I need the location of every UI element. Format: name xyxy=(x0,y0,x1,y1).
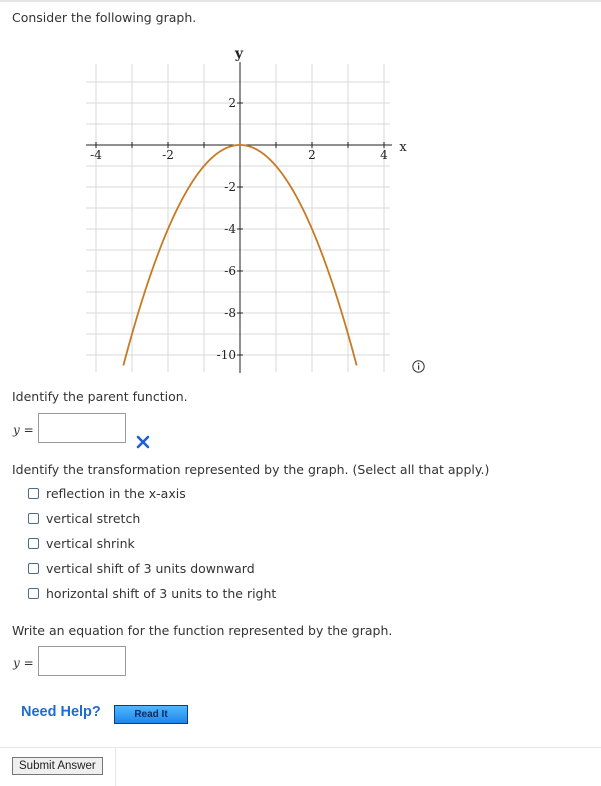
option-reflection-x-axis[interactable] xyxy=(28,485,186,501)
option-label: reflection in the x-axis xyxy=(46,485,186,501)
option-vertical-stretch[interactable] xyxy=(28,510,140,526)
y-tick-label: -4 xyxy=(224,222,236,236)
x-tick-label: -2 xyxy=(162,148,174,162)
checkbox[interactable] xyxy=(28,563,39,574)
x-axis-label: x xyxy=(399,140,407,155)
question-intro: Consider the following graph. xyxy=(12,10,197,25)
checkbox[interactable] xyxy=(28,513,39,524)
bottom-divider xyxy=(116,747,601,748)
option-label: horizontal shift of 3 units to the right xyxy=(46,585,277,601)
option-horizontal-shift-right[interactable] xyxy=(28,585,276,601)
equation-label xyxy=(13,656,34,670)
parent-function-input[interactable] xyxy=(38,413,126,443)
parent-function-label xyxy=(13,423,34,437)
checkbox[interactable] xyxy=(28,538,39,549)
equation-input[interactable] xyxy=(38,646,126,676)
option-label: vertical shift of 3 units downward xyxy=(46,560,255,576)
parent-function-label-text: y = xyxy=(13,423,34,437)
y-tick-label: -6 xyxy=(224,264,236,278)
y-tick-label: -8 xyxy=(224,306,236,320)
x-tick-label: 4 xyxy=(380,148,388,162)
y-tick-label: 2 xyxy=(228,96,236,110)
need-help-label: Need Help? xyxy=(21,704,101,720)
x-tick-label: 2 xyxy=(308,148,316,162)
transformation-prompt: Identify the transformation represented by the graph. (Select all that apply.) xyxy=(12,462,490,477)
incorrect-x-icon xyxy=(136,435,150,449)
y-axis-label: y xyxy=(234,46,244,62)
option-label: vertical stretch xyxy=(46,510,141,526)
grid xyxy=(86,64,390,372)
y-tick-label: -2 xyxy=(224,180,236,194)
info-icon[interactable] xyxy=(412,360,425,373)
parent-function-prompt: Identify the parent function. xyxy=(12,389,188,404)
top-divider xyxy=(0,0,601,2)
option-vertical-shrink[interactable] xyxy=(28,535,135,551)
option-label: vertical shrink xyxy=(46,535,135,551)
equation-prompt: Write an equation for the function represented by the graph. xyxy=(12,623,393,638)
x-tick-label: -4 xyxy=(90,148,102,162)
option-vertical-shift-down[interactable] xyxy=(28,560,255,576)
parabola-graph xyxy=(82,40,412,375)
y-tick-label: -10 xyxy=(216,348,236,362)
equation-label-text: y = xyxy=(13,656,34,670)
checkbox[interactable] xyxy=(28,488,39,499)
read-it-button[interactable]: Read It xyxy=(114,705,188,724)
checkbox[interactable] xyxy=(28,588,39,599)
submit-answer-button[interactable]: Submit Answer xyxy=(12,757,103,775)
